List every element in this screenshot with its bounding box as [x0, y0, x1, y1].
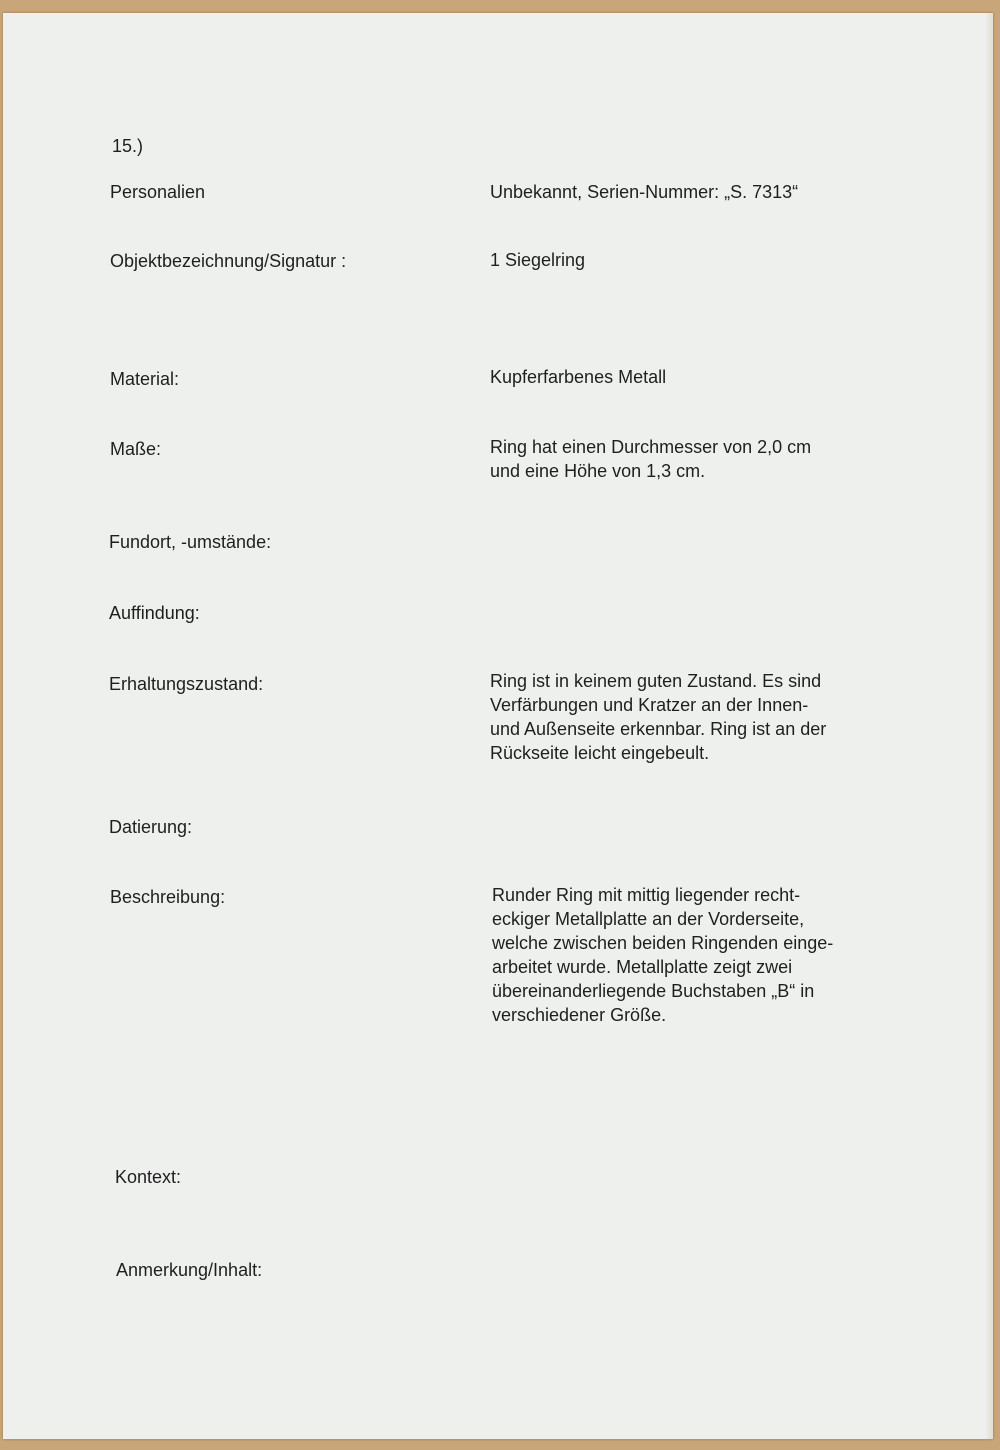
document-page	[3, 13, 993, 1439]
label-datierung: Datierung:	[109, 817, 193, 837]
value-objektbezeichnung: 1 Siegelring	[490, 250, 586, 270]
value-erhaltungszustand: Ring ist in keinem guten Zustand. Es sind Verfärbungen und Kratzer an der Innen- und Außenseite erkennbar. Ring ist an der Rückseite leicht eingebeult.	[490, 671, 827, 763]
record-number: 15.)	[112, 136, 144, 156]
value-beschreibung: Runder Ring mit mittig liegender recht- eckiger Metallplatte an der Vorderseite, welche zwischen beiden Ringenden einge- arbeitet wurde. Metallplatte zeigt zwei übereinanderliegende Buchstaben „B“ in verschiedener Größe.	[492, 885, 834, 1025]
value-personalien: Unbekannt, Serien-Nummer: „S. 7313“	[490, 182, 799, 202]
label-material: Material:	[110, 369, 180, 389]
label-fundort: Fundort, -umstände:	[109, 532, 272, 552]
label-personalien: Personalien	[110, 182, 206, 202]
label-beschreibung: Beschreibung:	[110, 887, 226, 907]
label-objektbezeichnung: Objektbezeichnung/Signatur :	[110, 251, 347, 271]
label-masse: Maße:	[110, 439, 162, 459]
value-masse: Ring hat einen Durchmesser von 2,0 cm und eine Höhe von 1,3 cm.	[490, 437, 812, 481]
label-kontext: Kontext:	[115, 1167, 182, 1187]
label-anmerkung: Anmerkung/Inhalt:	[116, 1260, 263, 1280]
label-auffindung: Auffindung:	[109, 603, 200, 623]
label-erhaltungszustand: Erhaltungszustand:	[109, 674, 264, 694]
value-material: Kupferfarbenes Metall	[490, 367, 667, 387]
